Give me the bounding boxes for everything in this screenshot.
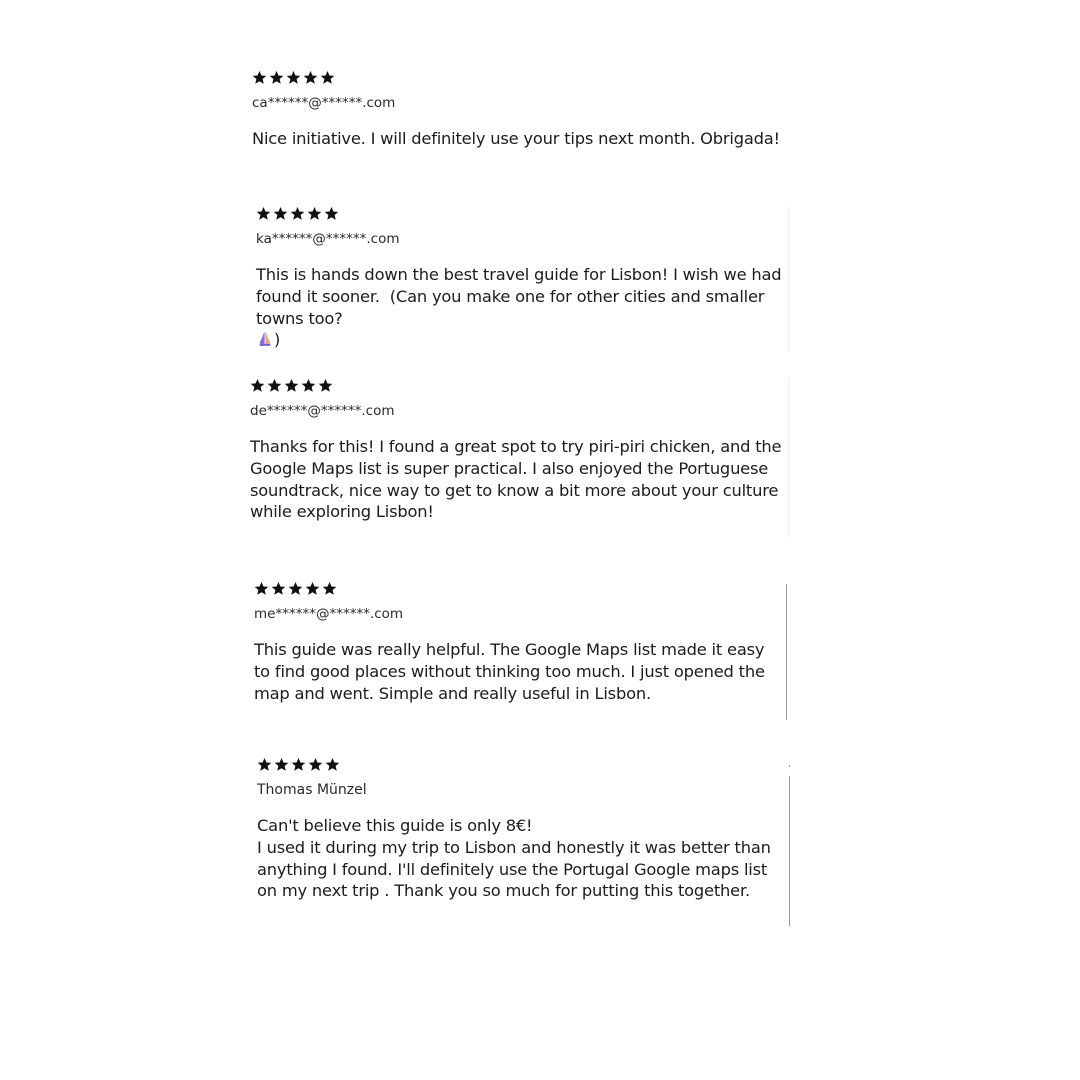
review-text xyxy=(256,264,786,351)
star-icon xyxy=(250,378,265,393)
star-icon xyxy=(303,70,318,85)
star-icon xyxy=(325,757,340,772)
praying-hands-icon xyxy=(256,330,274,348)
review-text-end: ) xyxy=(274,330,281,350)
review-author: Thomas Münzel xyxy=(257,782,367,798)
star-icon xyxy=(320,70,335,85)
review-card xyxy=(256,204,786,351)
star-icon xyxy=(307,206,322,221)
star-icon xyxy=(322,581,337,596)
star-icon xyxy=(273,206,288,221)
star-icon xyxy=(308,757,323,772)
star-rating xyxy=(254,579,782,597)
star-rating xyxy=(250,376,788,394)
star-icon xyxy=(284,378,299,393)
star-rating xyxy=(252,68,792,86)
review-card xyxy=(254,579,782,704)
review-author: de******@******.com xyxy=(250,403,395,419)
review-card xyxy=(250,376,788,523)
review-author: me******@******.com xyxy=(254,606,404,622)
review-card xyxy=(252,68,792,150)
star-icon xyxy=(318,378,333,393)
star-icon xyxy=(301,378,316,393)
star-icon xyxy=(271,581,286,596)
card-edge xyxy=(786,584,787,720)
star-icon xyxy=(252,70,267,85)
review-text-main: This is hands down the best travel guide for Lisbon! I wish we had found it sooner. (Can you make one for other cities and smaller towns too? xyxy=(256,265,787,328)
star-icon xyxy=(267,378,282,393)
star-icon xyxy=(290,206,305,221)
review-card xyxy=(257,755,785,902)
star-icon xyxy=(305,581,320,596)
star-icon xyxy=(288,581,303,596)
star-icon xyxy=(257,757,272,772)
star-rating xyxy=(256,204,786,222)
card-edge xyxy=(788,378,789,538)
card-edge xyxy=(788,206,789,352)
star-icon xyxy=(324,206,339,221)
review-author: ka******@******.com xyxy=(256,231,400,247)
star-icon xyxy=(254,581,269,596)
review-text: Thanks for this! I found a great spot to try piri-piri chicken, and the Google Maps list is super practical. I also enjoyed the Portuguese soundtrack, nice way to get to know a bit more about your culture while exploring Lisbon! xyxy=(250,437,787,522)
review-author: ca******@******.com xyxy=(252,95,396,111)
card-edge xyxy=(789,776,790,926)
star-icon xyxy=(269,70,284,85)
star-rating xyxy=(257,755,785,773)
star-icon xyxy=(286,70,301,85)
review-text: Nice initiative. I will definitely use your tips next month. Obrigada! xyxy=(252,129,780,148)
star-icon xyxy=(291,757,306,772)
review-text: This guide was really helpful. The Google Maps list made it easy to find good places without thinking too much. I just opened the map and went. Simple and really useful in Lisbon. xyxy=(254,640,770,703)
star-icon xyxy=(256,206,271,221)
review-text: Can't believe this guide is only 8€! I used it during my trip to Lisbon and honestly it was better than anything I found. I'll definitely use the Portugal Google maps list on my next trip . Thank you so much for putting this together. xyxy=(257,816,771,901)
star-icon xyxy=(274,757,289,772)
card-edge-mark xyxy=(789,765,790,767)
